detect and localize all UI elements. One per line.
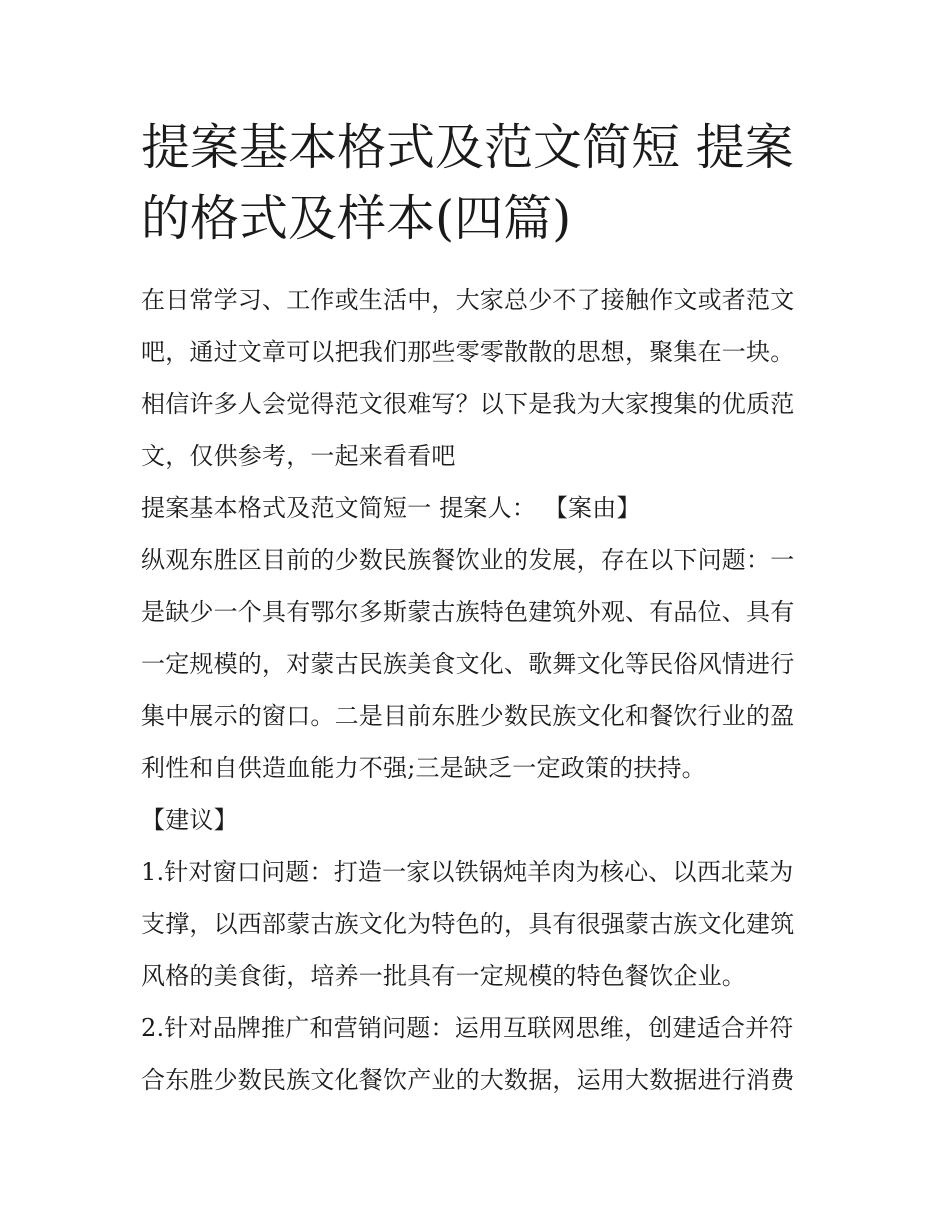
title-line: 提案基本格式及范文简短 提案 [141,119,794,176]
text-line: 利性和自供造血能力不强;三是缺乏一定政策的扶持。 [141,754,706,782]
text-line: 纵观东胜区目前的少数民族餐饮业的发展，存在以下问题：一 [141,546,795,574]
text-line: 相信许多人会觉得范文很难写？以下是我为大家搜集的优质范 [141,390,795,418]
suggestion-item-1 [141,846,813,1002]
text-line: 合东胜少数民族文化餐饮产业的大数据，运用大数据进行消费 [141,1066,795,1094]
text-line: 【建议】 [141,806,238,834]
text-line: 在日常学习、工作或生活中，大家总少不了接触作文或者范文 [141,286,795,314]
text-line: 集中展示的窗口。二是目前东胜少数民族文化和餐饮行业的盈 [141,702,795,730]
text-line: 文，仅供参考，一起来看看吧 [141,442,456,470]
title-line: 的格式及样本(四篇) [141,190,572,247]
text-line: 一定规模的，对蒙古民族美食文化、歌舞文化等民俗风情进行 [141,650,795,678]
text-line: 支撑，以西部蒙古族文化为特色的，具有很强蒙古族文化建筑 [141,910,795,938]
text-line: 1.针对窗口问题：打造一家以铁锅炖羊肉为核心、以西北菜为 [141,858,794,886]
text-line: 2.针对品牌推广和营销问题：运用互联网思维，创建适合并符 [141,1014,794,1042]
suggestion-item-2 [141,1002,813,1106]
reason-paragraph [141,534,813,794]
document-page [141,112,813,1106]
text-line: 吧，通过文章可以把我们那些零零散散的思想，聚集在一块。 [141,338,795,366]
document-title [141,112,813,254]
section-heading [141,482,813,534]
intro-paragraph [141,274,813,482]
text-line: 提案基本格式及范文简短一 提案人： 【案由】 [141,494,641,522]
text-line: 是缺少一个具有鄂尔多斯蒙古族特色建筑外观、有品位、具有 [141,598,795,626]
text-line: 风格的美食街，培养一批具有一定规模的特色餐饮企业。 [141,962,746,990]
suggestion-heading [141,794,813,846]
